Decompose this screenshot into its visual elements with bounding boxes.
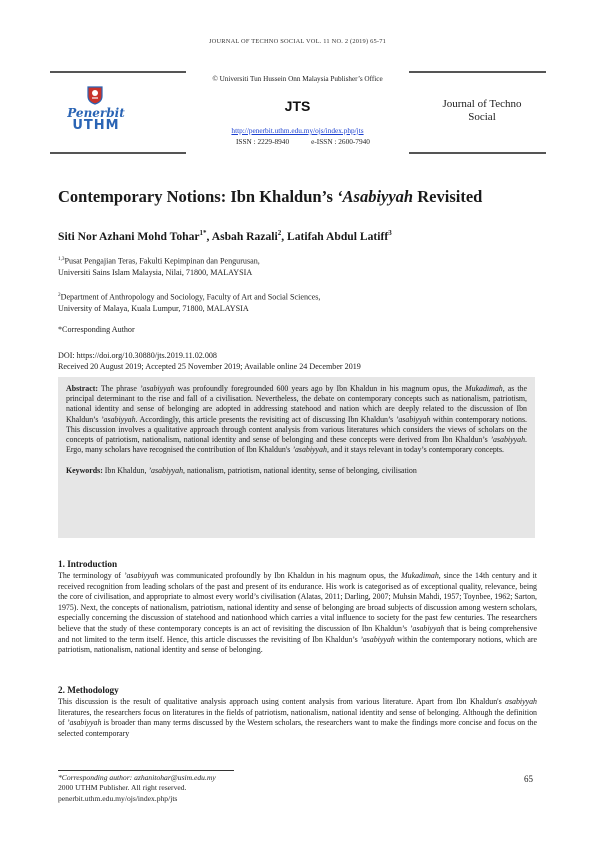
eissn: e-ISSN : 2600-7940 [311, 137, 370, 146]
italic-term: ’asabiyyah [395, 414, 431, 424]
text-run: , and it stays relevant in today’s contemporary concepts. [326, 445, 505, 455]
italic-term: ’asabiyyah [490, 435, 526, 445]
abstract-text [66, 384, 527, 455]
header-rule-right [409, 71, 546, 73]
author-separator: , [206, 229, 212, 243]
text-run: This discussion is the result of qualitative analysis approach using content analysis from various literature. Apart from Ibn Khaldun's [58, 697, 505, 706]
text-run: , nationalism, patriotism, national identity, sense of belonging, civilisation [183, 466, 417, 476]
section-heading-methodology: 2. Methodology [58, 685, 119, 695]
author-name: Latifah Abdul Latiff [287, 229, 389, 243]
footnote-rule [58, 770, 234, 771]
header-rule-bottom-left [50, 152, 186, 154]
text-run: literatures, the researchers focus on literatures in the fields of patriotism, nationalism, national identity and sense of belonging. Although the definition of [58, 707, 537, 728]
text-run: The terminology of [58, 571, 124, 580]
italic-term: ’asabiyyah [409, 623, 445, 633]
affiliation-line: Universiti Sains Islam Malaysia, Nilai, 71800, MALAYSIA [58, 268, 253, 278]
author-separator: , [281, 229, 288, 243]
text-run: The phrase [98, 384, 140, 393]
author-sup: 1* [199, 229, 207, 237]
italic-term: ’asabiyyah [360, 634, 395, 644]
italic-term: ’asabiyyah [123, 571, 159, 580]
methodology-paragraph [58, 697, 537, 739]
text-run: . Accordingly, this article presents the revisiting act of discussing Ibn Khaldun’s [135, 414, 396, 424]
affiliation-line: University of Malaya, Kuala Lumpur, 71800, MALAYSIA [58, 304, 249, 314]
abstract-body [66, 384, 527, 454]
introduction-paragraph [58, 571, 537, 656]
corresponding-author-note: *Corresponding Author [58, 325, 135, 334]
affiliation-line: Pusat Pengajian Teras, Fakulti Kepimpinan dan Pengurusan, [64, 256, 260, 266]
text-run: within contemporary notions. This discussion involves a qualitative approach through content analysis from various literatures which considers the views of scholars on the concepts of patriotism, nationalism, national identity and sense of belonging and these concepts were derived from Ibn Khaldun’s [66, 414, 527, 445]
text-run: . Ergo, many scholars have recognised the contribution of Ibn Khaldun's [66, 435, 527, 455]
text-run: is broader than many terms discussed by the Western scholars, the researchers want to make the findings more concise and focus on the selected contemporary [58, 718, 537, 738]
affiliation-2 [58, 290, 518, 315]
journal-url-link[interactable]: http://penerbit.uthm.edu.my/ojs/index.php/jts [231, 126, 364, 135]
italic-term: Mukadimah [401, 571, 439, 580]
affiliation-1 [58, 254, 518, 279]
section-heading-introduction: 1. Introduction [58, 559, 118, 569]
footer [58, 773, 216, 804]
footer-url[interactable]: penerbit.uthm.edu.my/ojs/index.php/jts [58, 793, 178, 803]
running-head: JOURNAL OF TECHNO SOCIAL VOL. 11 NO. 2 (2019) 65-71 [208, 38, 386, 45]
issn: ISSN : 2229-8940 [236, 137, 290, 146]
title-suffix: Revisited [413, 187, 483, 206]
keywords [66, 466, 527, 476]
page-number: 65 [524, 774, 533, 784]
author-name: Asbah Razali [211, 229, 278, 243]
text-run: , as the principal determinant to the rise and fall of a civilisation. Nevertheless, the debate on contemporary concepts such as nationalism, patriotism, national identity and sense of belonging are adopted in addressing statehood and nation which are deeply related to the discussion of Ibn Khaldun’s [66, 384, 528, 424]
footer-publisher: 2000 UTHM Publisher. All right reserved. [58, 783, 187, 793]
text-run: , since the 14th century and it received recognition from leading scholars of the past and present of its endurance. His work is categorised as of exceptional quality, relevance, being the core of civilisation, and appropriate to almost every world’s civilisation (Alatas, 2011; Darling, 2007; Muhsin Mahdi, 1957; Toynbee, 1962; Sarton, 1975). Next, the concepts of nationalism, patriotism, national identity and sense of belonging are broad subjects of discussion among western scholars, especially concerning the discussion of statehood and nationhood which carries a vital influence to society for the past few centuries. The researchers believe that the study of these contemporary concepts is an act of revisiting the discussion of Ibn Khaldun’s [58, 571, 537, 633]
abstract-box [58, 377, 535, 538]
text-run: within the contemporary notions, which are patriotism, nationalism, national identity and sense of belonging. [58, 634, 537, 655]
keywords-label: Keywords: [66, 466, 103, 476]
italic-term: Mukadimah [465, 384, 503, 393]
footer-corresponding-email[interactable]: *Corresponding author: azhanitohar@usim.edu.my [58, 773, 216, 782]
text-run: that is being comprehensive and not limited to the term itself. Hence, this article discusses the revisiting of Ibn Khaldun’s [58, 623, 538, 644]
title-prefix: Contemporary Notions: Ibn Khaldun’s [58, 187, 338, 206]
copyright-line: © Universiti Tun Hussein Onn Malaysia Publisher’s Office [212, 75, 383, 83]
text-run: Ibn Khaldun, [102, 466, 149, 476]
logo-word-uthm: UTHM [72, 118, 120, 133]
author-sup: 2 [277, 229, 282, 237]
dates-line: Received 20 August 2019; Accepted 25 November 2019; Available online 24 December 2019 [58, 362, 361, 372]
issn-row [236, 137, 416, 146]
header-rule-left [50, 71, 186, 73]
text-run: was profoundly foregrounded 600 years ago by Ibn Khaldun in his magnum opus, the [174, 384, 466, 393]
abstract-label: Abstract: [66, 384, 98, 393]
keywords-body [103, 466, 417, 475]
header-rule-bottom-right [409, 152, 546, 154]
italic-term: ’asabiyyah [148, 466, 184, 476]
author-list [58, 229, 558, 243]
italic-term: ’asabiyyah [292, 445, 327, 455]
journal-name: Journal of Techno Social [442, 98, 522, 123]
doi-block [58, 350, 361, 372]
italic-term: ’asabiyyah [100, 414, 136, 424]
article-title [58, 187, 558, 207]
title-italic: ‘Asabiyyah [337, 187, 414, 206]
author-name: Siti Nor Azhani Mohd Tohar [58, 229, 200, 243]
affiliation-line: Department of Anthropology and Sociology, Faculty of Art and Social Sciences, [60, 292, 321, 302]
doi-line[interactable]: DOI: https://doi.org/10.30880/jts.2019.11.02.008 [58, 351, 217, 360]
italic-term: ’asabiyyah [66, 718, 102, 728]
journal-abbrev: JTS [284, 98, 311, 114]
author-sup: 3 [388, 229, 392, 237]
logo-word-penerbit: Penerbit [67, 106, 125, 120]
italic-term: asabiyyah [505, 697, 537, 706]
affiliation-sup: 1,3 [58, 256, 65, 262]
italic-term: ’asabiyyah [139, 384, 175, 393]
affiliation-sup: 2 [58, 292, 61, 298]
text-run: was communicated profoundly by Ibn Khaldun in his magnum opus, the [158, 571, 402, 580]
